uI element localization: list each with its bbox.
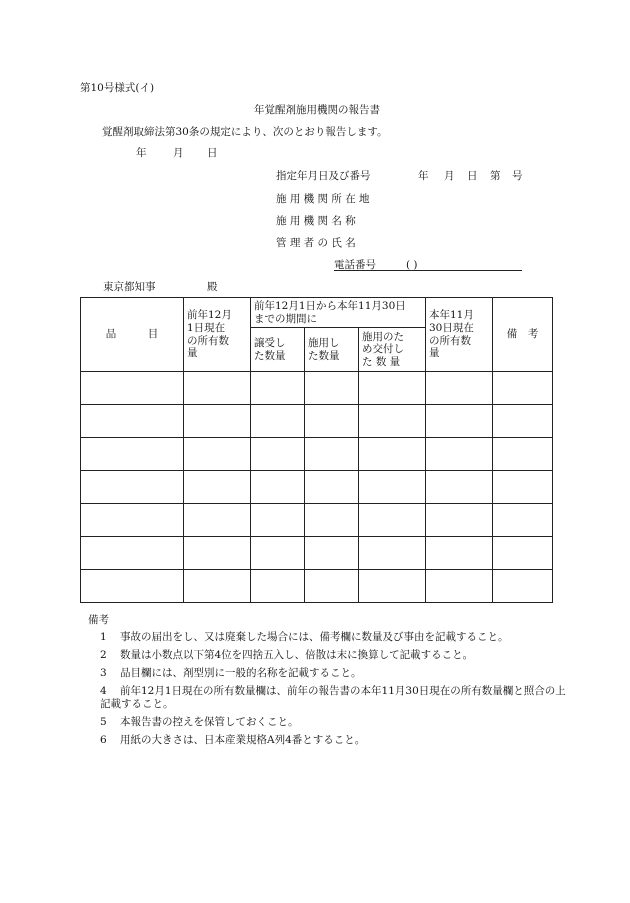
- note-number: 6: [100, 734, 107, 747]
- table-cell[interactable]: [359, 471, 426, 504]
- field-phone-paren: ( ): [406, 259, 418, 271]
- note-item: [88, 685, 568, 711]
- note-number: 5: [100, 716, 107, 729]
- phone-underline: [334, 270, 522, 271]
- header-period: 前年12月1日から本年11月30日 までの期間に: [251, 298, 426, 328]
- note-number: 4: [100, 684, 107, 697]
- note-text: 品目欄には、剤型別に一般的名称を記載すること。: [120, 666, 362, 679]
- table-cell[interactable]: [305, 504, 359, 537]
- table-cell[interactable]: [251, 405, 305, 438]
- table-cell[interactable]: [493, 405, 553, 438]
- table-cell[interactable]: [426, 471, 493, 504]
- note-item: [88, 734, 568, 747]
- note-item: [88, 667, 568, 680]
- table-cell[interactable]: [426, 438, 493, 471]
- table-cell[interactable]: [305, 405, 359, 438]
- table-cell[interactable]: [493, 504, 553, 537]
- table-cell[interactable]: [251, 471, 305, 504]
- table-cell[interactable]: [493, 537, 553, 570]
- table-cell[interactable]: [251, 372, 305, 405]
- table-row: [81, 405, 553, 438]
- table-cell[interactable]: [359, 372, 426, 405]
- table-cell[interactable]: [81, 504, 184, 537]
- form-number: 第10号様式(イ): [80, 82, 155, 94]
- table-cell[interactable]: [426, 537, 493, 570]
- table-cell[interactable]: [184, 537, 251, 570]
- date-day: 日: [207, 147, 218, 159]
- note-text: 本報告書の控えを保管しておくこと。: [120, 716, 299, 729]
- table-cell[interactable]: [81, 570, 184, 603]
- table-cell[interactable]: [305, 570, 359, 603]
- table-cell[interactable]: [493, 372, 553, 405]
- table-cell[interactable]: [493, 471, 553, 504]
- table-cell[interactable]: [359, 570, 426, 603]
- table-cell[interactable]: [426, 372, 493, 405]
- designation-go: 号: [512, 170, 523, 182]
- note-text: 事故の届出をし、又は廃棄した場合には、備考欄に数量及び事由を記載すること。: [120, 630, 509, 643]
- date-month: 月: [173, 147, 184, 159]
- table-cell[interactable]: [81, 537, 184, 570]
- header-remarks: 備 考: [493, 298, 553, 372]
- table-row: [81, 471, 553, 504]
- table-cell[interactable]: [251, 570, 305, 603]
- field-phone-label: 電話番号: [334, 259, 376, 271]
- report-table: [80, 297, 553, 603]
- notes-title: 備考: [88, 614, 109, 626]
- table-body: [81, 372, 553, 603]
- table-cell[interactable]: [184, 372, 251, 405]
- note-text: 前年12月1日現在の所有数量欄は、前年の報告書の本年11月30日現在の所有数量欄と照合の上記載すること。: [100, 684, 566, 711]
- header-prev-stock: 前年12月 1日現在 の所有数 量: [184, 298, 251, 372]
- notes-list: [88, 631, 568, 748]
- date-year: 年: [136, 147, 147, 159]
- table-cell[interactable]: [305, 471, 359, 504]
- note-item: [88, 631, 568, 644]
- table-cell[interactable]: [359, 537, 426, 570]
- designation-month: 月: [444, 170, 455, 182]
- note-number: 1: [100, 630, 107, 643]
- table-row: [81, 570, 553, 603]
- table-cell[interactable]: [184, 570, 251, 603]
- table-cell[interactable]: [251, 537, 305, 570]
- field-manager-label: 管 理 者 の 氏 名: [276, 237, 356, 249]
- table-cell[interactable]: [359, 438, 426, 471]
- table-cell[interactable]: [184, 471, 251, 504]
- table-cell[interactable]: [184, 438, 251, 471]
- notes-section: [88, 614, 568, 752]
- table-cell[interactable]: [184, 504, 251, 537]
- table-cell[interactable]: [184, 405, 251, 438]
- table-cell[interactable]: [493, 570, 553, 603]
- table-cell[interactable]: [426, 504, 493, 537]
- designation-day: 日: [467, 170, 478, 182]
- note-item: [88, 649, 568, 662]
- field-name-label: 施 用 機 関 名 称: [276, 215, 356, 227]
- table-row: [81, 504, 553, 537]
- note-text: 数量は小数点以下第4位を四捨五入し、倍散は末に換算して記載すること。: [120, 648, 474, 661]
- table-row: [81, 438, 553, 471]
- table-cell[interactable]: [359, 504, 426, 537]
- header-delivered: 施用のた め交付し た 数 量: [359, 328, 426, 372]
- table-cell[interactable]: [305, 438, 359, 471]
- header-current-stock: 本年11月 30日現在 の所有数 量: [426, 298, 493, 372]
- table-cell[interactable]: [251, 504, 305, 537]
- table-cell[interactable]: [426, 405, 493, 438]
- table-cell[interactable]: [81, 372, 184, 405]
- note-number: 3: [100, 666, 107, 679]
- designation-dai: 第: [490, 170, 501, 182]
- designation-label: 指定年月日及び番号: [276, 170, 371, 182]
- table-cell[interactable]: [493, 438, 553, 471]
- document-title: 年覚醒剤施用機関の報告書: [254, 104, 380, 116]
- table-row: [81, 372, 553, 405]
- addressee-honorific: 殿: [207, 281, 218, 293]
- field-location-label: 施 用 機 関 所 在 地: [276, 193, 370, 205]
- table-cell[interactable]: [81, 471, 184, 504]
- table-cell[interactable]: [81, 405, 184, 438]
- table-cell[interactable]: [359, 405, 426, 438]
- note-number: 2: [100, 648, 107, 661]
- table-cell[interactable]: [426, 570, 493, 603]
- header-received: 譲受し た数量: [251, 328, 305, 372]
- designation-year: 年: [418, 170, 429, 182]
- header-item: 品 目: [81, 298, 184, 372]
- note-text: 用紙の大きさは、日本産業規格A列4番とすること。: [120, 734, 366, 747]
- table-cell[interactable]: [251, 438, 305, 471]
- header-applied: 施用し た数量: [305, 328, 359, 372]
- table-cell[interactable]: [81, 438, 184, 471]
- table-cell[interactable]: [305, 372, 359, 405]
- table-cell[interactable]: [305, 537, 359, 570]
- addressee-name: 東京都知事: [103, 281, 156, 293]
- intro-text: 覚醒剤取締法第30条の規定により、次のとおり報告します。: [102, 126, 388, 138]
- note-item: [88, 716, 568, 729]
- table-row: [81, 537, 553, 570]
